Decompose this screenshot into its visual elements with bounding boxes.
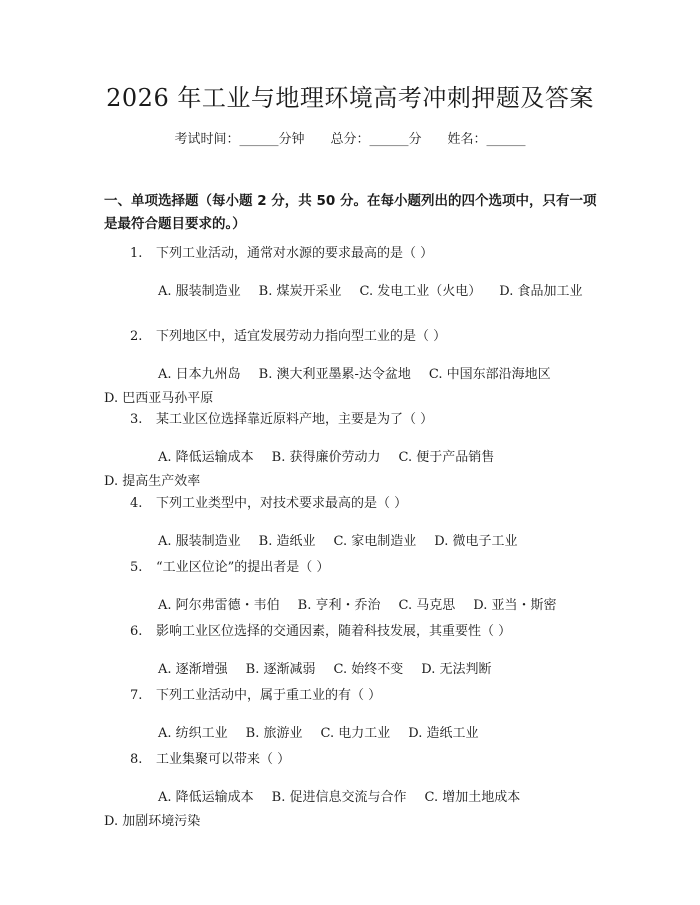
question-options bbox=[104, 658, 594, 682]
question-number: 7. bbox=[130, 688, 143, 703]
question-stem bbox=[104, 556, 594, 580]
question-stem bbox=[104, 325, 594, 349]
question-text: 工业集聚可以带来（ ） bbox=[156, 752, 291, 767]
option-b: B. 造纸业 bbox=[258, 534, 316, 549]
question-number: 2. bbox=[130, 329, 143, 344]
option-d: D. 造纸工业 bbox=[408, 726, 479, 741]
option-b: B. 旅游业 bbox=[245, 726, 303, 741]
option-c: C. 中国东部沿海地区 bbox=[428, 367, 551, 382]
question-options bbox=[104, 530, 594, 554]
option-d: D. 加剧环境污染 bbox=[104, 814, 201, 829]
question-options bbox=[104, 594, 594, 618]
option-c: C. 发电工业（火电） bbox=[359, 284, 482, 299]
option-a: A. 降低运输成本 bbox=[158, 450, 254, 465]
question-number: 3. bbox=[130, 412, 143, 427]
question-number: 4. bbox=[130, 496, 143, 511]
section-heading: 一、单项选择题（每小题 2 分，共 50 分。在每小题列出的四个选项中，只有一项是最符合题目要求的。） bbox=[104, 193, 597, 232]
question-5 bbox=[104, 556, 594, 618]
option-a: A. 服装制造业 bbox=[158, 534, 241, 549]
option-c: C. 便于产品销售 bbox=[398, 450, 495, 465]
option-a: A. 阿尔弗雷德・韦伯 bbox=[158, 598, 280, 613]
option-d: D. 提高生产效率 bbox=[104, 474, 201, 489]
question-text: 影响工业区位选择的交通因素，随着科技发展，其重要性（ ） bbox=[156, 624, 512, 639]
option-c: C. 始终不变 bbox=[333, 662, 404, 677]
question-text: 下列地区中，适宜发展劳动力指向型工业的是（ ） bbox=[156, 329, 447, 344]
question-text: 下列工业活动中，属于重工业的有（ ） bbox=[156, 688, 382, 703]
option-a: A. 逐渐增强 bbox=[158, 662, 228, 677]
student-name-label: 姓名：______ bbox=[447, 132, 526, 147]
question-4 bbox=[104, 492, 594, 554]
question-number: 1. bbox=[130, 246, 143, 261]
question-7 bbox=[104, 684, 594, 746]
question-8 bbox=[104, 748, 594, 834]
total-score-label: 总分：______分 bbox=[330, 132, 422, 147]
option-b: B. 亨利・乔治 bbox=[297, 598, 381, 613]
option-d: D. 巴西亚马孙平原 bbox=[104, 391, 214, 406]
question-options bbox=[104, 722, 594, 746]
question-stem bbox=[104, 242, 594, 266]
option-c: C. 增加土地成本 bbox=[424, 790, 521, 805]
question-text: 下列工业类型中，对技术要求最高的是（ ） bbox=[156, 496, 408, 511]
option-b: B. 获得廉价劳动力 bbox=[271, 450, 381, 465]
question-number: 6. bbox=[130, 624, 143, 639]
option-a: A. 纺织工业 bbox=[158, 726, 228, 741]
question-text: “工业区位论”的提出者是（ ） bbox=[156, 560, 330, 575]
option-b: B. 逐渐减弱 bbox=[245, 662, 316, 677]
option-a: A. 服装制造业 bbox=[158, 284, 241, 299]
question-2 bbox=[104, 325, 594, 411]
option-d: D. 亚当・斯密 bbox=[473, 598, 557, 613]
question-stem bbox=[104, 408, 594, 432]
option-c: C. 马克思 bbox=[398, 598, 456, 613]
option-b: B. 澳大利亚墨累-达令盆地 bbox=[258, 367, 411, 382]
question-options bbox=[104, 786, 594, 834]
option-d: D. 无法判断 bbox=[421, 662, 492, 677]
question-stem bbox=[104, 620, 594, 644]
question-stem bbox=[104, 492, 594, 516]
option-c: C. 家电制造业 bbox=[333, 534, 417, 549]
question-stem bbox=[104, 684, 594, 708]
option-b: B. 促进信息交流与合作 bbox=[271, 790, 407, 805]
question-text: 下列工业活动，通常对水源的要求最高的是（ ） bbox=[156, 246, 434, 261]
question-options bbox=[104, 363, 594, 411]
question-1 bbox=[104, 242, 594, 304]
exam-info-line bbox=[0, 128, 700, 152]
option-a: A. 日本九州岛 bbox=[158, 367, 241, 382]
option-b: B. 煤炭开采业 bbox=[258, 284, 342, 299]
question-6 bbox=[104, 620, 594, 682]
question-text: 某工业区位选择靠近原料产地，主要是为了（ ） bbox=[156, 412, 434, 427]
option-d: D. 食品加工业 bbox=[499, 284, 583, 299]
document-title: 2026 年工业与地理环境高考冲刺押题及答案 bbox=[106, 84, 594, 112]
question-3 bbox=[104, 408, 594, 494]
option-c: C. 电力工业 bbox=[320, 726, 391, 741]
question-options bbox=[104, 446, 594, 494]
question-number: 5. bbox=[130, 560, 143, 575]
exam-time-label: 考试时间：______分钟 bbox=[174, 132, 305, 147]
option-d: D. 微电子工业 bbox=[434, 534, 518, 549]
question-stem bbox=[104, 748, 594, 772]
question-options bbox=[104, 280, 594, 304]
option-a: A. 降低运输成本 bbox=[158, 790, 254, 805]
question-number: 8. bbox=[130, 752, 143, 767]
